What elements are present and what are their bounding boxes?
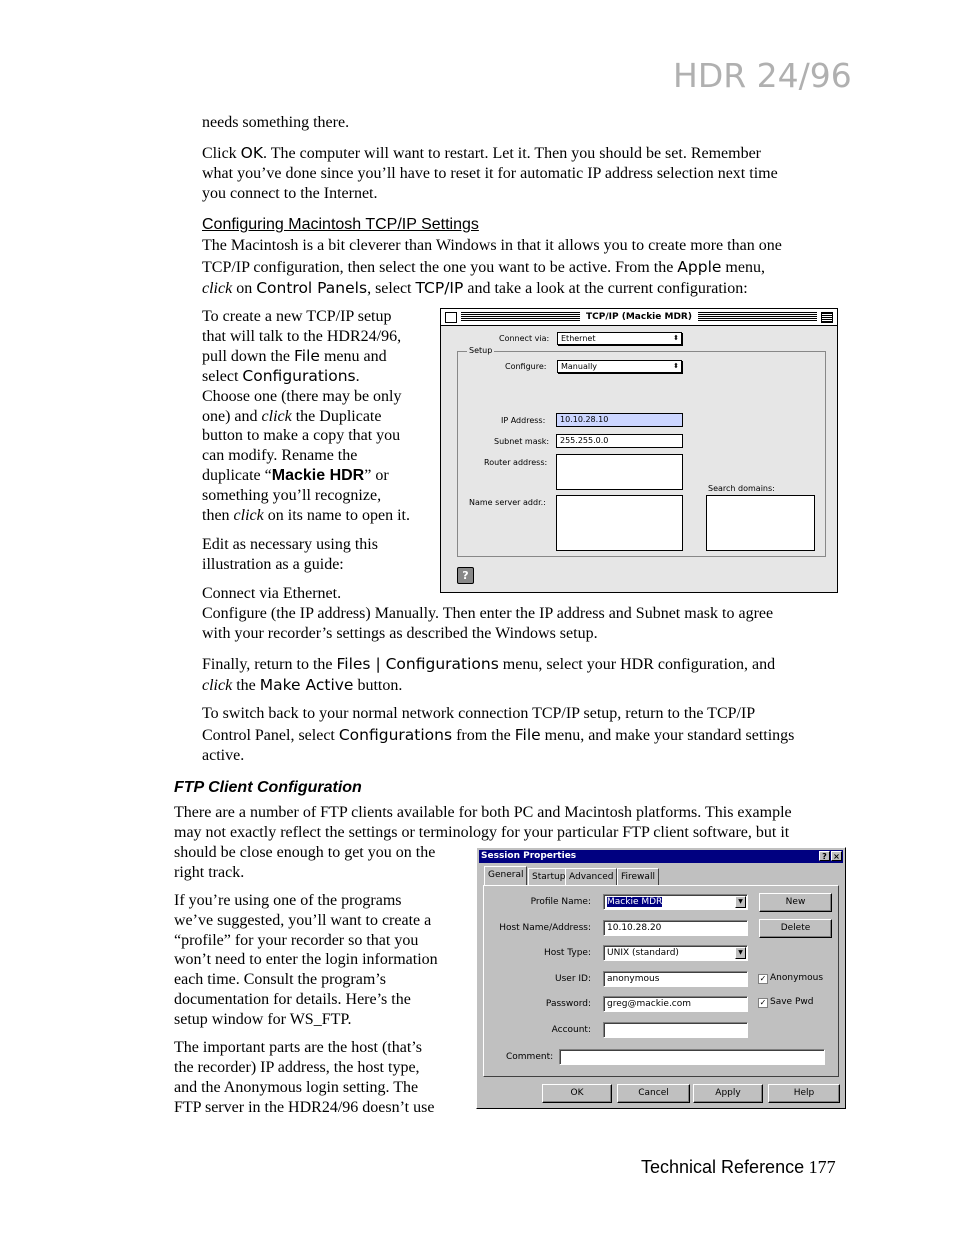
- configure-value: Manually: [561, 362, 598, 371]
- router-address-label: Router address:: [484, 458, 548, 467]
- connect-via-label: Connect via:: [499, 334, 550, 343]
- ok-button[interactable]: OK: [542, 1084, 612, 1103]
- ip-address-label: IP Address:: [501, 416, 546, 425]
- help-button[interactable]: Help: [768, 1084, 840, 1103]
- configure-popup[interactable]: [557, 360, 682, 373]
- mac-dialog-title: TCP/IP (Mackie MDR): [580, 310, 698, 324]
- footer: [641, 1157, 836, 1178]
- name-server-field[interactable]: [556, 495, 683, 551]
- subnet-mask-label: Subnet mask:: [494, 437, 550, 446]
- paragraph-mac-intro: The Macintosh is a bit cleverer than Windows in that it allows you to create more than one TCP/IP configuration, then select the one you want to be active. From the Apple menu, click on Control Panels, select TCP/IP and take a look at the current configuration:: [202, 237, 782, 297]
- paragraph-edit: Edit as necessary using this illustration as a guide:: [202, 536, 378, 573]
- paragraph-restart: Click OK. The computer will want to restart. Let it. Then you should be set. Remember what you’ve done since you’ll have to reset it for automatic IP address selection next time you connect to the Internet.: [202, 144, 778, 202]
- search-domains-label: Search domains:: [708, 484, 775, 493]
- anonymous-label: Anonymous: [770, 973, 824, 983]
- host-type-value: UNIX (standard): [607, 948, 679, 958]
- footer-section: Technical Reference: [641, 1157, 805, 1177]
- subnet-mask-field[interactable]: 255.255.0.0: [556, 434, 683, 448]
- cancel-button[interactable]: Cancel: [617, 1084, 690, 1103]
- connect-via-value: Ethernet: [561, 334, 596, 343]
- user-id-input[interactable]: anonymous: [603, 971, 748, 987]
- mac-tcpip-dialog: [440, 308, 838, 593]
- close-icon[interactable]: ×: [831, 851, 842, 861]
- host-type-label: Host Type:: [543, 948, 591, 958]
- setup-label: Setup: [469, 346, 493, 355]
- win-title-bar[interactable]: [479, 850, 843, 863]
- account-input[interactable]: [603, 1022, 748, 1038]
- paragraph-switch-back: To switch back to your normal network connection TCP/IP setup, return to the TCP/IP Control Panel, select Configurations from the File menu, and make your standard settings active.: [202, 705, 795, 764]
- save-pwd-label: Save Pwd: [770, 997, 814, 1007]
- running-header: HDR 24/96: [673, 56, 852, 95]
- paragraph-finally: Finally, return to the Files | Configurations menu, select your HDR configuration, and click the Make Active button.: [202, 655, 776, 694]
- win-dialog-title: Session Properties: [481, 851, 577, 861]
- search-domains-field[interactable]: [706, 495, 815, 551]
- profile-name-value: Mackie MDR: [607, 897, 663, 907]
- password-label: Password:: [545, 999, 591, 1009]
- paragraph-programs: If you’re using one of the programs we’ve suggested, you’ll want to create a “profile” for your recorder so that you won’t need to enter the login information each time. Consult the program’s documentation for details. Here’s the setup window for WS_FTP.: [174, 892, 438, 1028]
- comment-input[interactable]: [559, 1049, 825, 1065]
- paragraph: needs something there.: [202, 114, 350, 131]
- section-heading-ftp: FTP Client Configuration: [174, 779, 362, 796]
- help-title-button[interactable]: ?: [819, 851, 830, 861]
- mac-title-bar[interactable]: [441, 309, 837, 326]
- comment-label: Comment:: [506, 1052, 554, 1062]
- section-heading-mac: Configuring Macintosh TCP/IP Settings: [202, 216, 479, 233]
- paragraph-important: The important parts are the host (that’s the recorder) IP address, the host type, and the Anonymous login setting. The FTP server in the HDR24/96 doesn’t use: [174, 1039, 435, 1116]
- chevron-down-icon[interactable]: ▼: [735, 896, 746, 908]
- popup-arrows-icon: ⬍: [673, 362, 679, 370]
- tab-general[interactable]: General: [484, 866, 527, 885]
- connect-via-popup[interactable]: [557, 332, 682, 345]
- new-button[interactable]: New: [759, 893, 832, 912]
- paragraph-ftp-intro: There are a number of FTP clients available for both PC and Macintosh platforms. This example may not exactly reflect the settings or terminology for your particular FTP client software, but it should be close enough to get you on the right track.: [174, 804, 792, 881]
- delete-button[interactable]: Delete: [759, 919, 832, 938]
- close-box-icon[interactable]: [445, 312, 457, 323]
- name-server-label: Name server addr.:: [469, 498, 546, 507]
- page-number: 177: [808, 1157, 836, 1177]
- apply-button[interactable]: Apply: [693, 1084, 763, 1103]
- tab-firewall[interactable]: Firewall: [617, 868, 659, 885]
- configure-label: Configure:: [505, 362, 547, 371]
- tab-advanced[interactable]: Advanced: [565, 868, 617, 885]
- paragraph-connect: Connect via Ethernet. Configure (the IP address) Manually. Then enter the IP address and Subnet mask to agree with your recorder’s settings as described the Windows setup.: [202, 585, 774, 642]
- user-id-label: User ID:: [555, 974, 591, 984]
- host-name-label: Host Name/Address:: [499, 923, 591, 933]
- password-input[interactable]: greg@mackie.com: [603, 996, 748, 1012]
- profile-name-label: Profile Name:: [530, 897, 591, 907]
- account-label: Account:: [551, 1025, 591, 1035]
- popup-arrows-icon: ⬍: [673, 334, 679, 342]
- router-address-field[interactable]: [556, 454, 683, 490]
- session-properties-dialog: [476, 847, 846, 1109]
- paragraph-create-setup: To create a new TCP/IP setup that will talk to the HDR24/96, pull down the File menu and select Configurations. Choose one (there may be only one) and click the Duplicate button to make a copy that you can modify. Rename the duplicate “Mackie HDR” or something you’ll recognize, then click on its name to open it.: [202, 308, 410, 525]
- profile-name-combo[interactable]: [603, 894, 748, 910]
- collapse-box-icon[interactable]: [821, 312, 833, 323]
- ip-address-field[interactable]: 10.10.28.10: [556, 413, 683, 427]
- host-name-input[interactable]: 10.10.28.20: [603, 920, 748, 936]
- tab-startup[interactable]: Startup: [528, 868, 569, 885]
- anonymous-checkbox[interactable]: ✓: [759, 974, 767, 983]
- help-icon[interactable]: ?: [457, 567, 474, 584]
- save-pwd-checkbox[interactable]: ✓: [759, 998, 767, 1007]
- chevron-down-icon[interactable]: ▼: [735, 947, 746, 959]
- host-type-combo[interactable]: [603, 945, 748, 961]
